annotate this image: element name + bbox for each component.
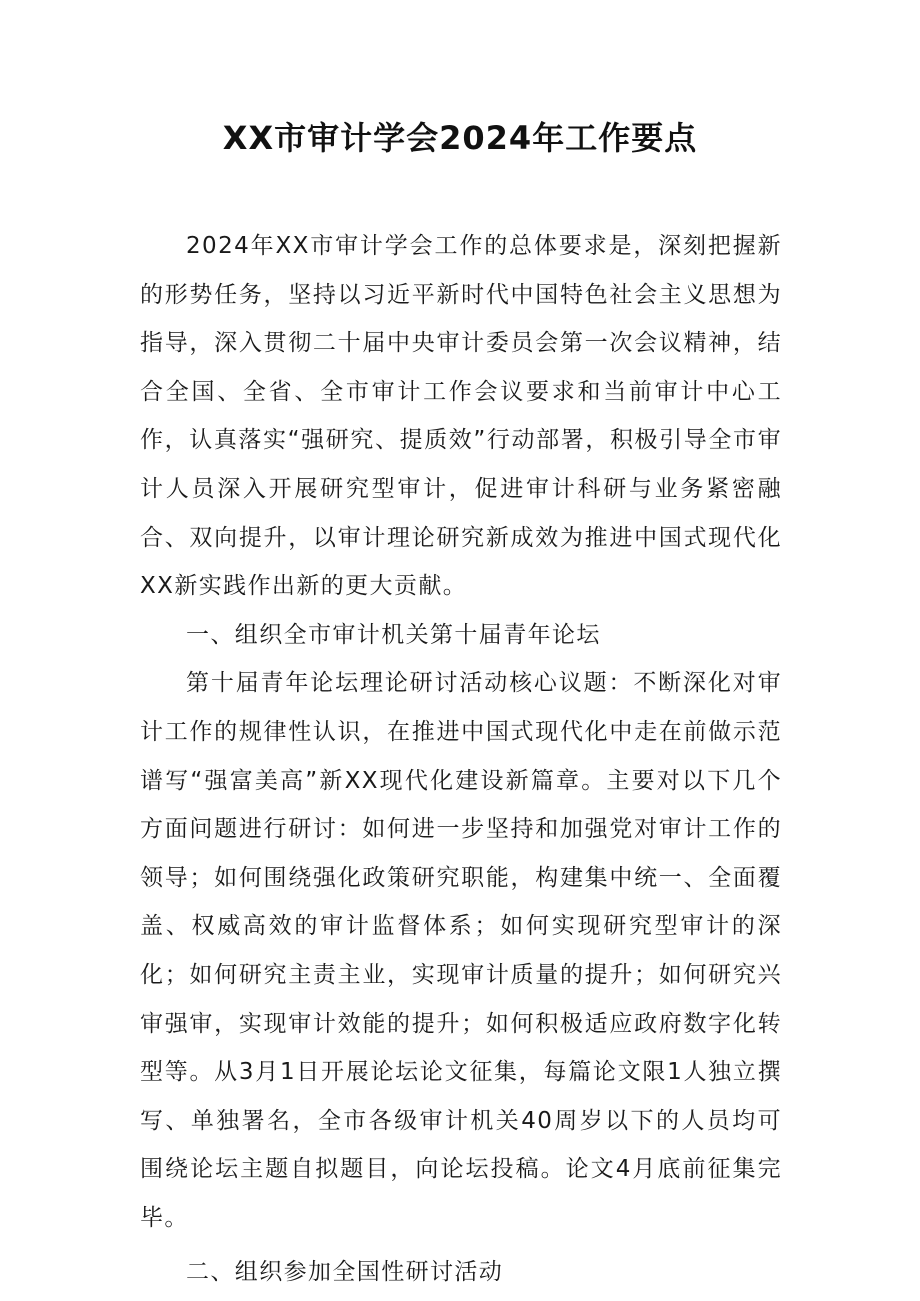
section-heading-national-seminar: 二、组织参加全国性研讨活动: [186, 1259, 504, 1286]
paragraph-general-requirements: 2024年XX市审计学会工作的总体要求是，深刻把握新的形势任务，坚持以习近平新时代中国特色社会主义思想为指导，深入贯彻二十届中央审计委员会第一次会议精神，结合全国、全省、全市审计工作会议要求和当前审计中心工作，认真落实“强研究、提质效”行动部署，积极引导全市审计人员深入开展研究型审计，促进审计科研与业务紧密融合、双向提升，以审计理论研究新成效为推进中国式现代化XX新实践作出新的更大贡献。: [140, 233, 782, 600]
paragraph-youth-forum-details: 第十届青年论坛理论研讨活动核心议题：不断深化对审计工作的规律性认识，在推进中国式现代化中走在前做示范谱写“强富美高”新XX现代化建设新篇章。主要对以下几个方面问题进行研讨：如何进一步坚持和加强党对审计工作的领导；如何围绕强化政策研究职能，构建集中统一、全面覆盖、权威高效的审计监督体系；如何实现研究型审计的深化；如何研究主责主业，实现审计质量的提升；如何研究兴审强审，实现审计效能的提升；如何积极适应政府数字化转型等。从3月1日开展论坛论文征集，每篇论文限1人独立撰写、单独署名，全市各级审计机关40周岁以下的人员均可围绕论坛主题自拟题目，向论坛投稿。论文4月底前征集完毕。: [140, 670, 782, 1231]
document-body: [140, 222, 782, 1297]
section-heading-youth-forum: 一、组织全市审计机关第十届青年论坛: [186, 621, 601, 648]
document-title: XX市审计学会2024年工作要点: [222, 119, 698, 157]
